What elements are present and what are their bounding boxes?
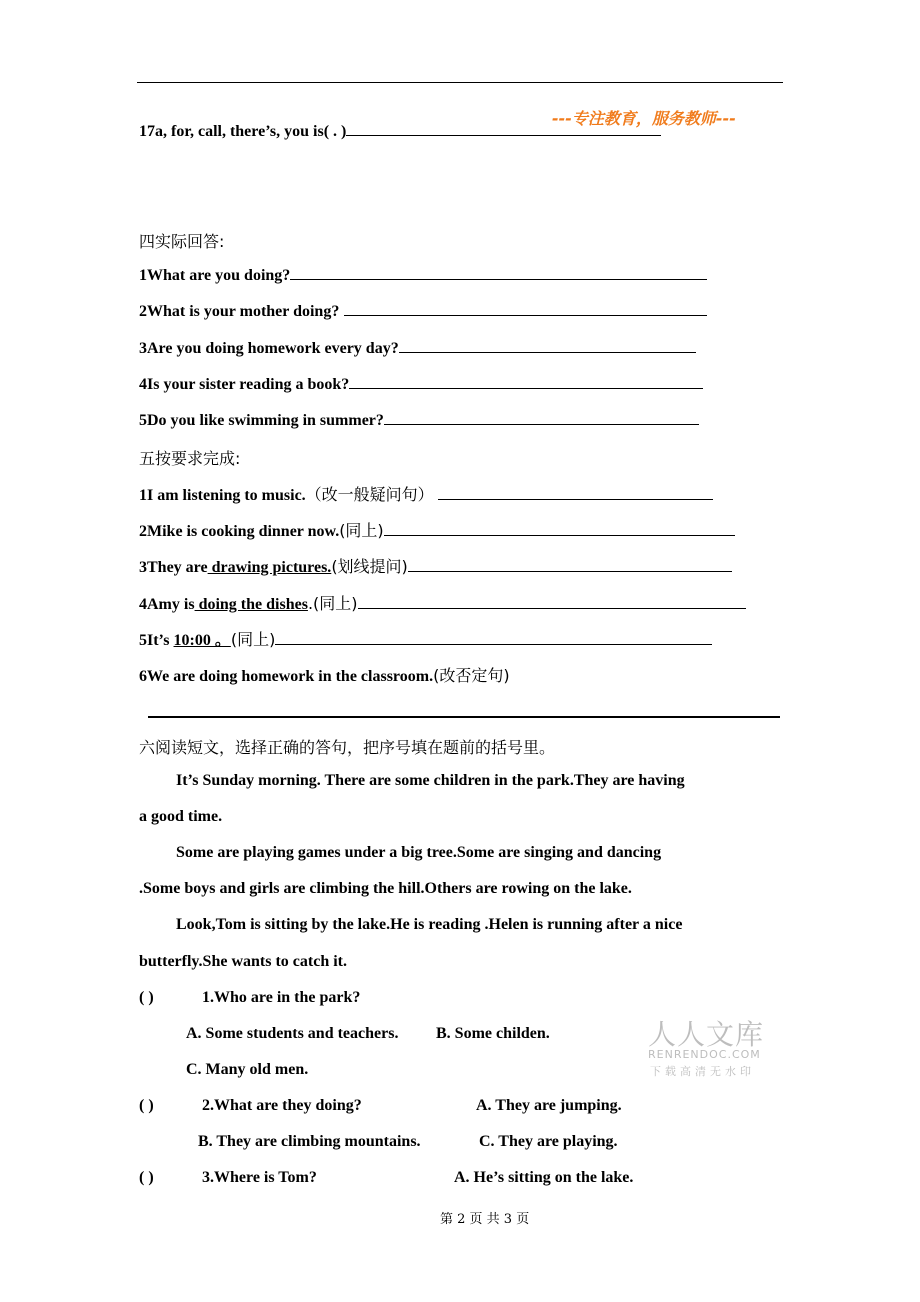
question-17 xyxy=(139,121,661,141)
answer-blank[interactable] xyxy=(344,301,707,316)
underlined-phrase: drawing pictures. xyxy=(207,559,332,576)
passage-line: butterfly.She wants to catch it. xyxy=(139,953,347,970)
section-5-item-5: 5It’s 10:00 。(同上) xyxy=(139,627,712,650)
option-b: B. They are climbing mountains. xyxy=(198,1133,421,1150)
answer-blank[interactable] xyxy=(408,557,732,572)
answer-blank[interactable] xyxy=(399,338,696,353)
brand-slogan: ---专注教育，服务教师--- xyxy=(552,109,736,128)
underlined-phrase: 10:00 。 xyxy=(173,632,231,649)
answer-line-6[interactable] xyxy=(148,716,780,718)
option-c: C. Many old men. xyxy=(186,1061,309,1078)
watermark-url: RENRENDOC.COM xyxy=(648,1048,761,1061)
option-b: B. Some childen. xyxy=(436,1025,550,1042)
passage-line: Look,Tom is sitting by the lake.He is reading .Helen is running after a nice xyxy=(176,916,683,933)
passage-line: a good time. xyxy=(139,808,223,825)
header-rule xyxy=(137,82,783,83)
section-4-item-1: 1What are you doing? xyxy=(139,265,707,285)
answer-paren[interactable]: ( ) xyxy=(139,989,154,1006)
passage-line: .Some boys and girls are climbing the hill.Others are rowing on the lake. xyxy=(139,880,632,897)
section-4-item-2: 2What is your mother doing? xyxy=(139,301,707,321)
page-number: 第 2 页 共 3 页 xyxy=(440,1212,530,1227)
section-4-item-5: 5Do you like swimming in summer? xyxy=(139,410,699,430)
question-17-text: 17a, for, call, there’s, you is( . ) xyxy=(139,123,347,140)
section-6-title: 六阅读短文，选择正确的答句，把序号填在题前的括号里。 xyxy=(139,738,556,757)
answer-paren[interactable]: ( ) xyxy=(139,1097,154,1114)
section-5-item-6: 6We are doing homework in the classroom.(改否定句) xyxy=(139,666,510,685)
answer-blank[interactable] xyxy=(346,121,661,136)
answer-blank[interactable] xyxy=(358,594,746,609)
section-4-item-4: 4Is your sister reading a book? xyxy=(139,374,703,394)
reading-question-1: 1.Who are in the park? xyxy=(202,989,361,1006)
section-5-title: 五按要求完成: xyxy=(139,449,241,468)
section-5-item-4: 4Amy is doing the dishes.(同上) xyxy=(139,591,746,614)
answer-blank[interactable] xyxy=(384,521,735,536)
option-c: C. They are playing. xyxy=(479,1133,618,1150)
answer-blank[interactable] xyxy=(290,265,707,280)
passage-line: It’s Sunday morning. There are some children in the park.They are having xyxy=(176,772,685,789)
reading-question-3: 3.Where is Tom? xyxy=(202,1169,317,1186)
section-4-title: 四实际回答: xyxy=(139,232,225,251)
passage-line: Some are playing games under a big tree.Some are singing and dancing xyxy=(176,844,662,861)
section-5-item-1: 1I am listening to music.（改一般疑问句） xyxy=(139,482,713,505)
answer-blank[interactable] xyxy=(384,410,699,425)
answer-blank[interactable] xyxy=(349,374,703,389)
option-a: A. They are jumping. xyxy=(476,1097,622,1114)
section-5-item-2: 2Mike is cooking dinner now.(同上) xyxy=(139,518,735,541)
option-a: A. He’s sitting on the lake. xyxy=(454,1169,634,1186)
watermark-slogan: 下载高清无水印 xyxy=(650,1065,755,1078)
underlined-phrase: doing the dishes xyxy=(194,596,308,613)
reading-question-2: 2.What are they doing? xyxy=(202,1097,362,1114)
section-4-item-3: 3Are you doing homework every day? xyxy=(139,338,696,358)
option-a: A. Some students and teachers. xyxy=(186,1025,399,1042)
watermark-logo: 人人文库 xyxy=(648,1018,765,1051)
answer-paren[interactable]: ( ) xyxy=(139,1169,154,1186)
section-5-item-3: 3They are drawing pictures.(划线提问) xyxy=(139,554,732,577)
answer-blank[interactable] xyxy=(275,630,712,645)
answer-blank[interactable] xyxy=(438,485,713,500)
